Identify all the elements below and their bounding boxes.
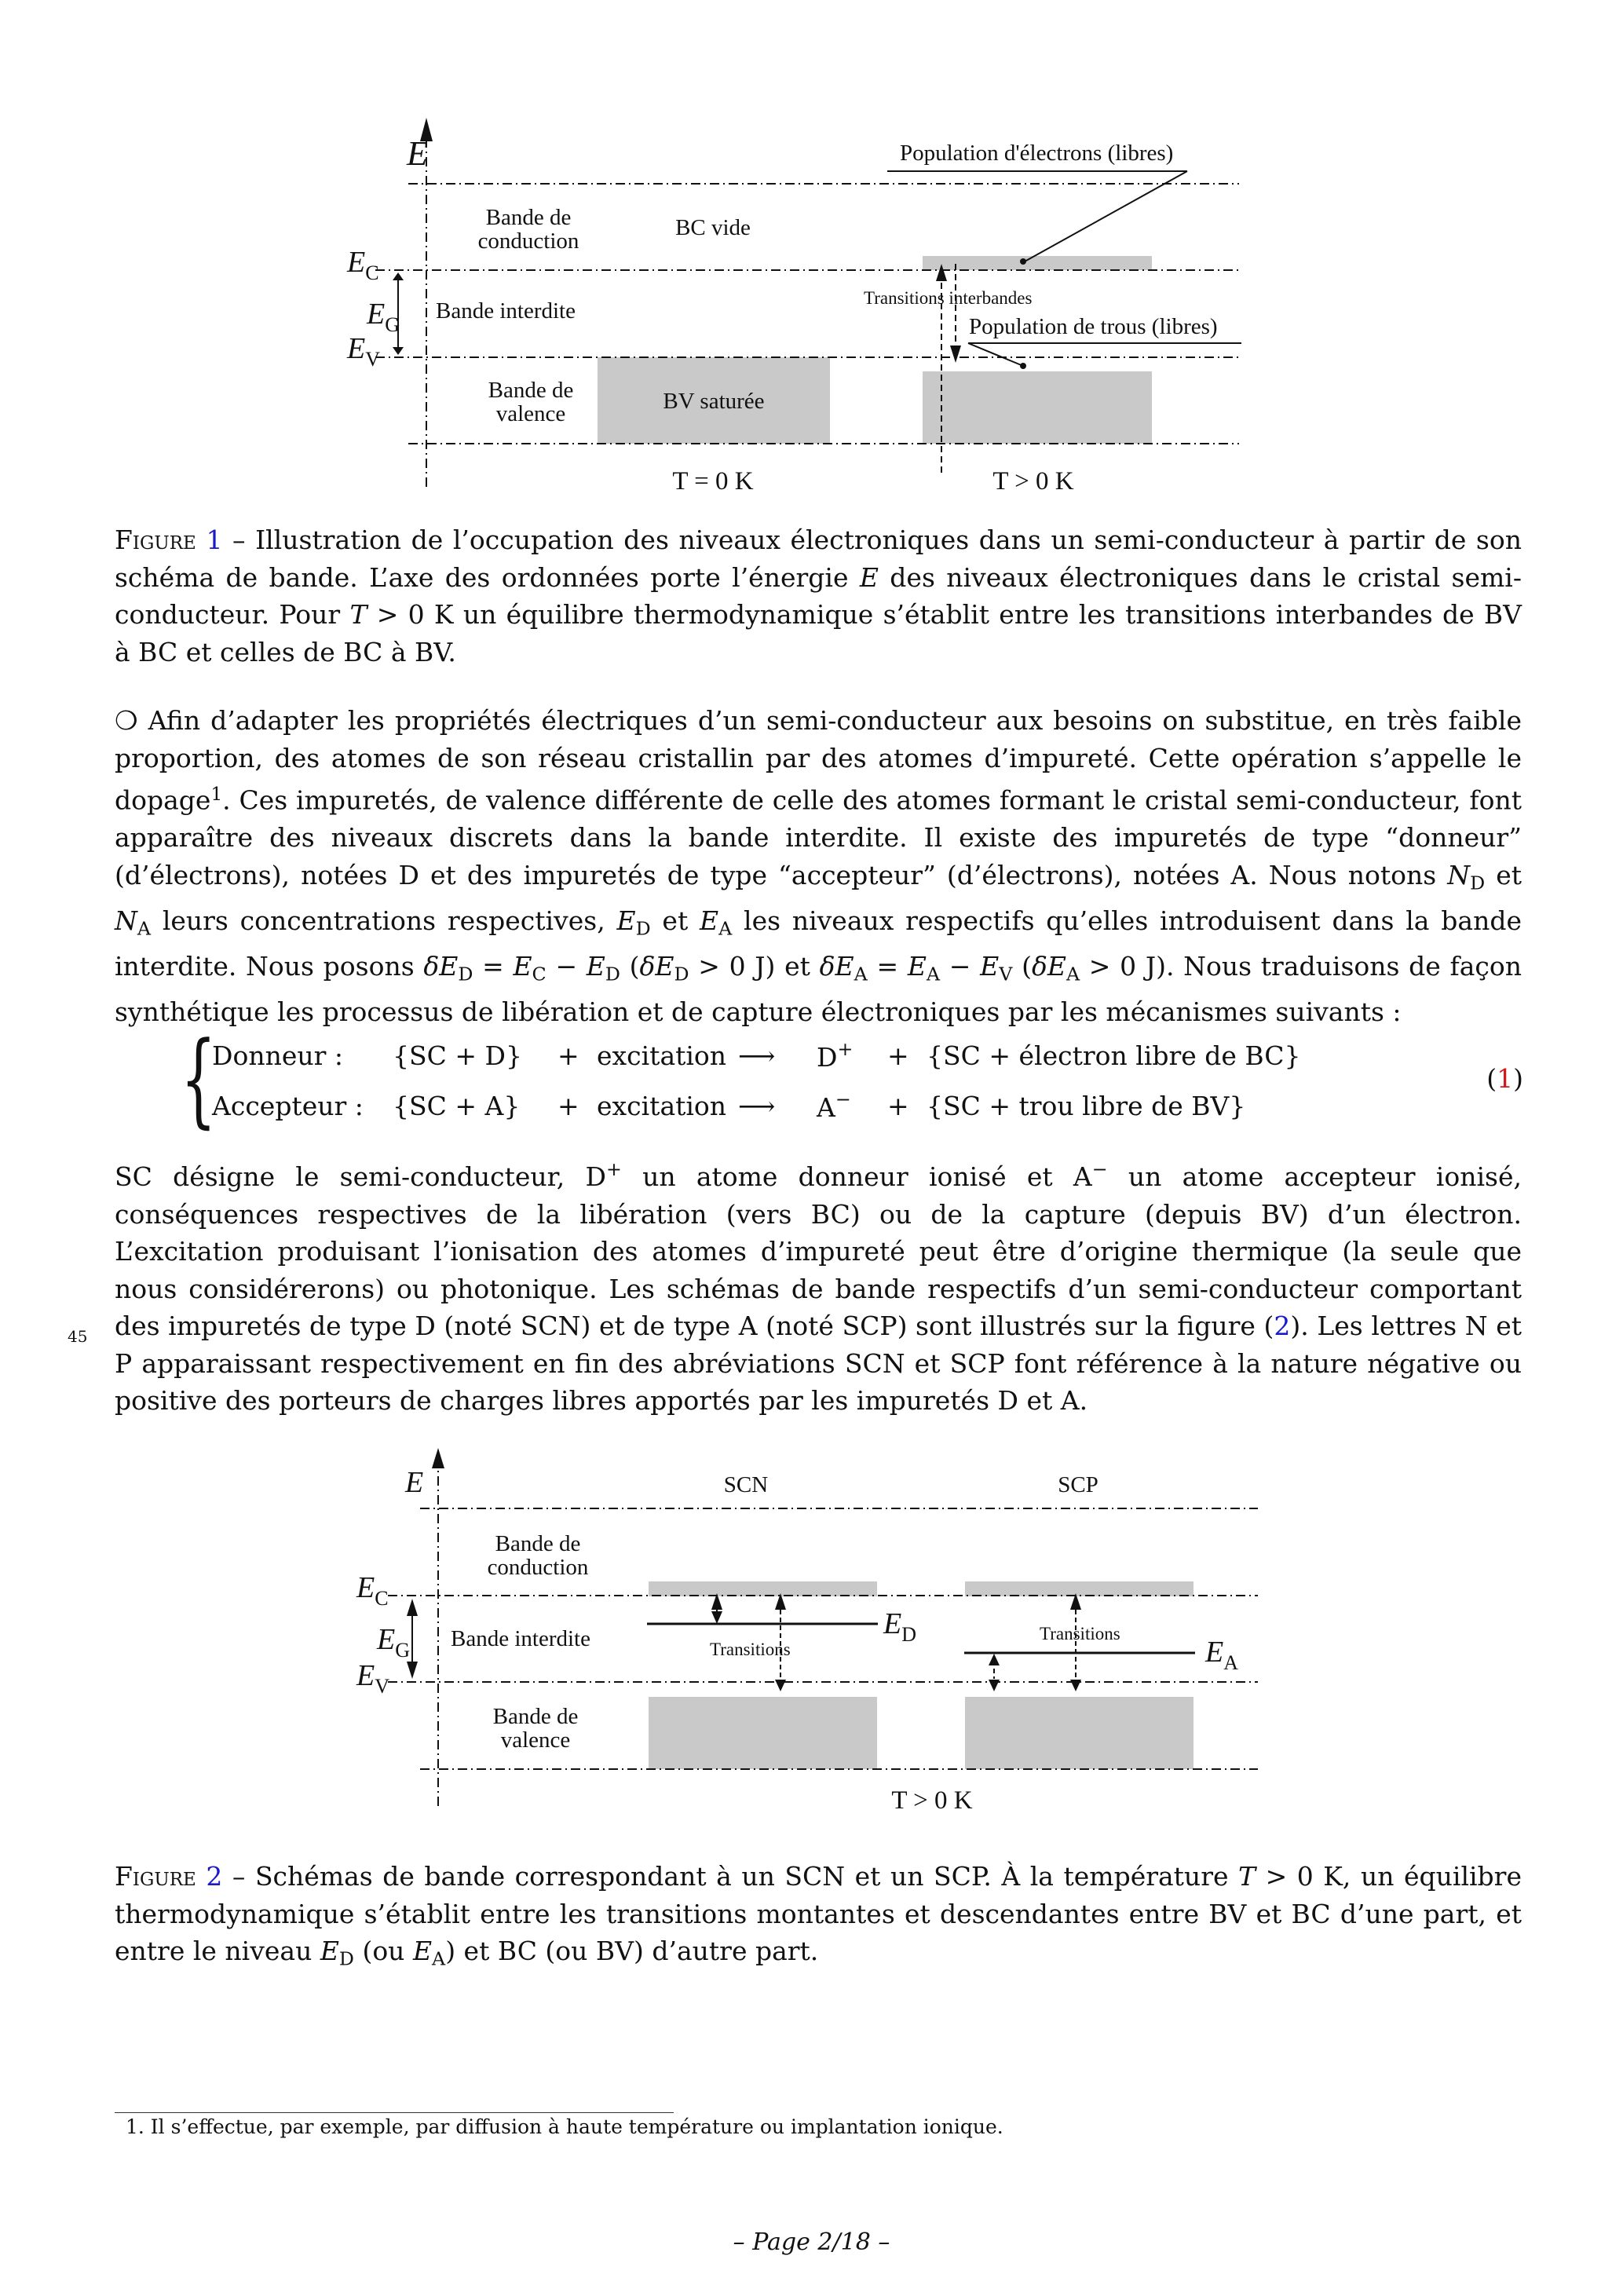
caption-label: Figure (115, 1861, 196, 1892)
equation-brace: { (181, 1019, 217, 1139)
page-number: – Page 2/18 – (733, 2228, 890, 2256)
bc-empty-label: BC vide (675, 215, 751, 240)
conduction-band-label: Bande de (485, 205, 572, 230)
equation-label: Donneur : (212, 1040, 343, 1071)
scp-arrowhead-up-icon (989, 1654, 1000, 1665)
math-sub: A (854, 963, 868, 985)
figure-1-band-diagram (338, 110, 1303, 503)
ea-label: $E_A$ (1205, 1636, 1238, 1674)
math-sub: A (718, 917, 733, 940)
math-var: N (1447, 859, 1471, 890)
equation-plus: + (887, 1090, 909, 1121)
ed-label: $E_D$ (883, 1607, 916, 1646)
ev-label: $E_V$ (356, 1659, 389, 1698)
caption-text: – Schémas de bande correspondant à un SCN et un SCP. À la température (222, 1861, 1239, 1892)
electrons-population-label: Population d'électrons (libres) (900, 141, 1174, 166)
electrons-pointer-dot (1020, 258, 1026, 265)
equation-reactant: {SC + A} (393, 1090, 521, 1121)
figure-2-svg (338, 1445, 1303, 1837)
forbidden-band-label: Bande interdite (451, 1626, 590, 1651)
equation-ion: D+ (817, 1038, 854, 1073)
figure-1-svg (338, 110, 1303, 503)
footnote-separator (115, 2112, 674, 2113)
ev-label: $E_V$ (347, 332, 380, 371)
scp-title: SCP (1058, 1472, 1098, 1497)
body-text: et (775, 950, 820, 982)
math-op: = (473, 950, 514, 982)
math-op: > 0 J) (689, 950, 776, 982)
scp-transitions-label: Transitions (1040, 1624, 1120, 1643)
math-var: E (700, 905, 719, 936)
body-text: un atome donneur ionisé et (621, 1161, 1073, 1193)
math-sub: D (635, 917, 651, 940)
equation-arrow: ⟶ (738, 1040, 776, 1071)
math-delta: δE (639, 950, 674, 982)
transitions-interband-label: Transitions interbandes (864, 288, 1033, 308)
math-op: − (546, 950, 587, 982)
math-sub: A (137, 917, 152, 940)
footnote-mark[interactable]: 1 (210, 784, 223, 805)
math-var: N (115, 905, 137, 936)
math-sub: A (926, 963, 941, 985)
math-sub: V (999, 963, 1013, 985)
scp-bvbc-arrowhead-down-icon (1070, 1680, 1081, 1691)
eg-arrowhead-up-icon (407, 1599, 418, 1616)
figure-2-caption (115, 1858, 1522, 1978)
math-sup: − (1091, 1158, 1108, 1180)
equation-plus: + (557, 1040, 579, 1071)
figure-number: 1 (206, 525, 223, 555)
math-var: E (320, 1936, 339, 1966)
valence-band-label-2: valence (495, 401, 566, 426)
valence-band-label: Bande de (488, 378, 574, 403)
conduction-band-label: Bande de (495, 1531, 581, 1556)
scn-bvbc-arrowhead-down-icon (775, 1680, 786, 1691)
caption-text: ) et BC (ou BV) d’autre part. (445, 1936, 819, 1966)
math-sub: D (1470, 872, 1486, 894)
math-sub: A (1066, 963, 1080, 985)
math-var: E (907, 950, 927, 982)
eg-arrowhead-down-icon (407, 1662, 418, 1679)
bullet-icon: ❍ (115, 705, 138, 736)
equation-excitation: excitation (597, 1040, 727, 1071)
math-sub: C (532, 963, 546, 985)
body-text: . Ces impuretés, de valence différente de celle des atomes formant le cristal semi-conducteur, font apparaître des niveaux discrets dans la bande interdite. Il existe des impuretés de type “donneur” (d’électrons), notées D et des impuretés de type “accepteur” (d’électrons), notées A. Nous notons (115, 784, 1522, 890)
equation-row-donor (212, 1032, 1301, 1079)
caption-text: des niveaux électroniques dans le cristal semi-conducteur. Pour (115, 561, 1522, 630)
scn-arrowhead-down-icon (711, 1611, 722, 1624)
eg-label: $E_G$ (367, 298, 400, 336)
math-var: E (616, 905, 636, 936)
body-text: les niveaux respectifs qu’elles introduisent dans la bande interdite. Nous posons (115, 905, 1522, 982)
scn-transitions-label: Transitions (710, 1640, 791, 1659)
valence-band-label-2: valence (500, 1727, 571, 1753)
equation-ion: A− (817, 1088, 851, 1123)
figure-2-link[interactable]: 2 (1274, 1311, 1291, 1342)
equation-number[interactable]: (1) (1486, 1063, 1523, 1094)
scn-valence-band-fill (649, 1697, 877, 1769)
caption-text: – Illustration de l’occupation des niveaux électroniques dans un semi-conducteur à partir de son schéma de bande. L’axe des ordonnées porte l’énergie (115, 525, 1522, 593)
holes-pointer-dot (1020, 363, 1026, 369)
line-number: 45 (68, 1327, 88, 1346)
equation-plus: + (557, 1090, 579, 1121)
math-op: − (940, 950, 981, 982)
temperature-label: T > 0 K (891, 1786, 973, 1815)
caption-text: (ou (353, 1936, 413, 1966)
math-var: E (586, 950, 605, 982)
math-var: T (349, 599, 367, 630)
math-var: E (859, 561, 879, 593)
math-var: A (1073, 1161, 1092, 1193)
holes-pointer-line (968, 343, 1023, 366)
axis-label-e: E (407, 134, 428, 173)
body-text: SC désigne le semi-conducteur, (115, 1161, 586, 1193)
body-text: . Nous traduisons de façon synthétique les processus de libération et de capture électroniques par les mécanismes suivants : (115, 950, 1522, 1027)
math-delta: δE (819, 950, 854, 982)
bc-electron-population-band (923, 256, 1152, 270)
temperature-zero-label: T = 0 K (672, 467, 754, 495)
body-text: un atome accepteur ionisé, conséquences respectives de la libération (vers BC) ou de la capture (depuis BV) d’un électron. L’excitation produisant l’ionisation des atomes d’impureté peut être d’origine thermique (la seule que nous considérerons) ou photonique. Les schémas de bande respectifs d’un semi-conducteur comportant des impuretés de type D (noté SCN) et de type A (noté SCP) sont illustrés sur la figure ( (115, 1161, 1522, 1342)
energy-axis-arrow-icon (432, 1448, 444, 1468)
math-var: T (1238, 1861, 1256, 1892)
scp-valence-band-fill (965, 1697, 1193, 1769)
math-sub: D (605, 963, 620, 985)
footnote: 1. Il s’effectue, par exemple, par diffusion à haute température ou implantation ionique. (126, 2115, 1003, 2138)
figure-1-caption (115, 521, 1522, 671)
math-op: = (867, 950, 908, 982)
caption-label: Figure (115, 525, 196, 555)
figure-2-band-diagram (338, 1445, 1303, 1837)
caption-text: > 0 K, un équilibre thermodynamique s’établit entre les transitions montantes et descendantes entre BV et BC d’une part, et entre le niveau (115, 1861, 1522, 1966)
math-var: E (513, 950, 532, 982)
eg-label: $E_G$ (377, 1623, 410, 1662)
ec-label: $E_C$ (356, 1571, 389, 1610)
math-var: E (980, 950, 1000, 982)
body-text: et (650, 905, 700, 936)
paragraph-scn-scp (115, 1151, 1522, 1420)
body-text: ). Les lettres N et P apparaissant respectivement en fin des abréviations SCN et SCP font référence à la nature négative ou positive des porteurs de charges libres apportés par les impuretés D et A. (115, 1311, 1522, 1417)
math-delta: δE (1031, 950, 1066, 982)
bv-saturated-label: BV saturée (663, 389, 765, 414)
axis-label-e: E (405, 1466, 424, 1499)
equation-label: Accepteur : (212, 1090, 364, 1121)
equation-excitation: excitation (597, 1090, 727, 1121)
electrons-pointer-line (1025, 171, 1187, 261)
body-text: et (1485, 859, 1522, 890)
conduction-band-label-2: conduction (477, 229, 579, 254)
scn-conduction-band-fill (649, 1581, 877, 1596)
forbidden-band-label: Bande interdite (436, 298, 576, 324)
equation-1 (181, 1019, 1523, 1139)
math-op: > 0 J) (1080, 950, 1166, 982)
math-sub: D (338, 1947, 354, 1970)
math-sub: A (432, 1947, 446, 1970)
equation-row-acceptor (212, 1082, 1245, 1129)
conduction-band-label-2: conduction (487, 1555, 589, 1580)
caption-text: > 0 K un équilibre thermodynamique s’établit entre les transitions interbandes de BV à BC et celles de BC à BV. (115, 599, 1522, 667)
math-var: E (412, 1936, 433, 1966)
scp-conduction-band-fill (965, 1581, 1193, 1596)
math-var: D (585, 1161, 606, 1193)
scp-arrowhead-down-icon (989, 1680, 1000, 1691)
paragraph-doping (115, 702, 1522, 1030)
figure-number: 2 (206, 1861, 223, 1892)
math-sup: + (605, 1158, 622, 1180)
holes-population-label: Population de trous (libres) (969, 314, 1218, 339)
equation-reactant: {SC + D} (393, 1040, 522, 1071)
math-sub: D (458, 963, 473, 985)
body-text: leurs concentrations respectives, (151, 905, 617, 936)
valence-band-label: Bande de (492, 1704, 579, 1729)
transition-down-arrowhead-icon (950, 345, 961, 363)
math-sub: D (674, 963, 689, 985)
math-delta: δE (423, 950, 459, 982)
math-op: ( (1012, 950, 1032, 982)
equation-plus: + (887, 1040, 909, 1071)
ec-label: $E_C$ (347, 246, 379, 284)
scn-title: SCN (723, 1472, 769, 1497)
bv-partial-band (923, 371, 1152, 444)
body-text: Afin d’adapter les propriétés électriques d’un semi-conducteur aux besoins on substitue, en très faible proportion, des atomes de son réseau cristallin par des atomes d’impureté. Cette opération s’appelle le dopage (115, 705, 1522, 816)
equation-arrow: ⟶ (738, 1090, 776, 1121)
equation-product: {SC + électron libre de BC} (927, 1040, 1301, 1071)
temperature-positive-label: T > 0 K (992, 467, 1074, 495)
math-op: ( (620, 950, 640, 982)
equation-product: {SC + trou libre de BV} (927, 1090, 1246, 1121)
